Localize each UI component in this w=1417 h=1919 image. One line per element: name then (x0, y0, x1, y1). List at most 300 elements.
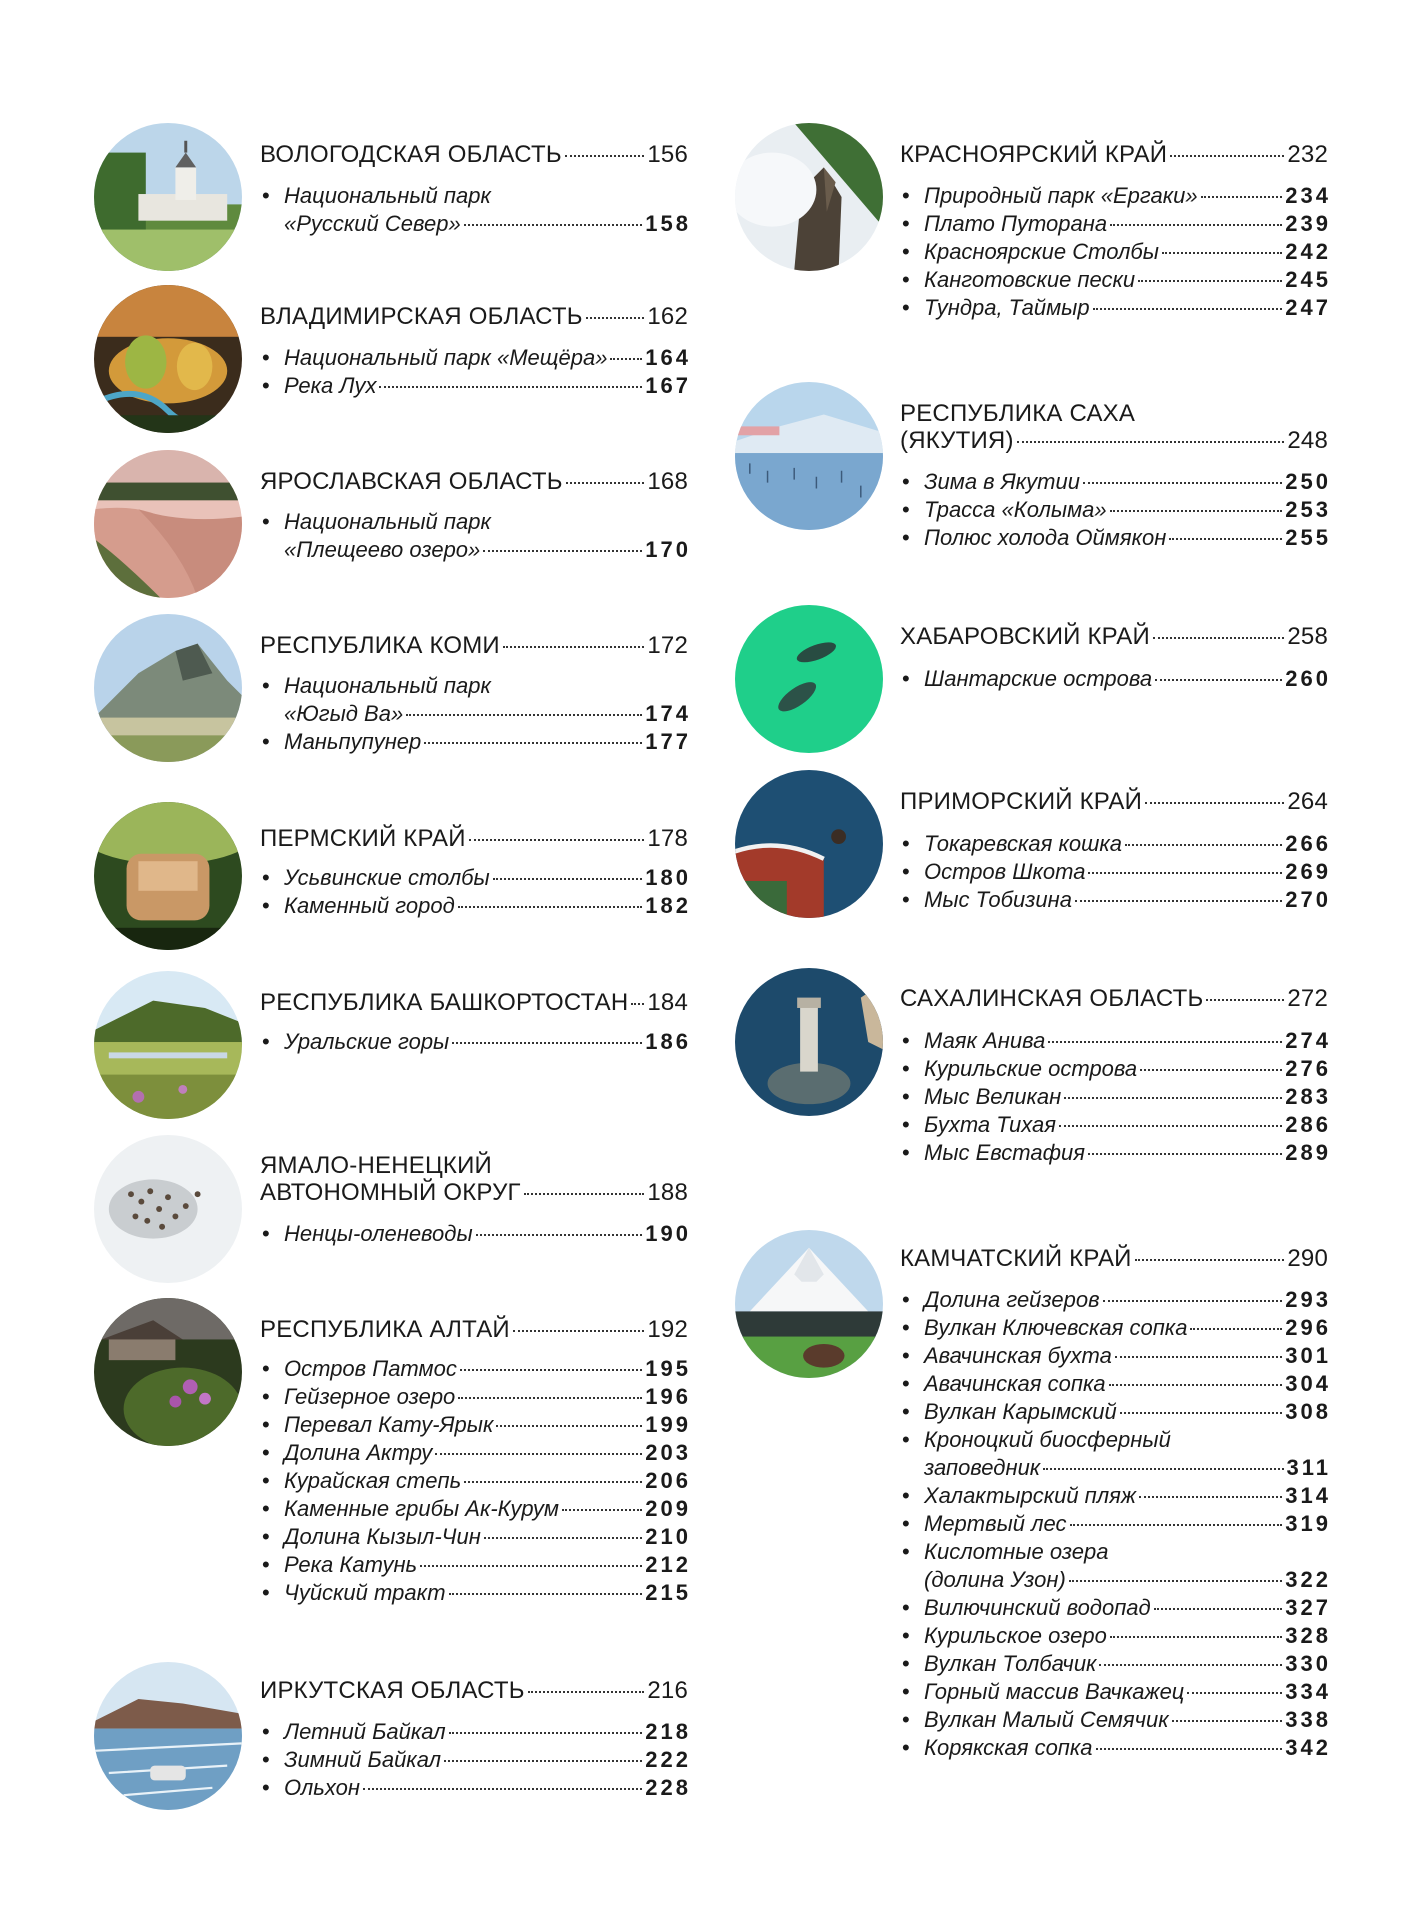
entry-page-number: 212 (645, 1552, 691, 1577)
entry-list (260, 508, 691, 564)
entry-title: Вулкан Толбачик (924, 1651, 1097, 1676)
bullet-icon: • (902, 1539, 910, 1564)
entry-page-number: 164 (645, 345, 691, 370)
entry-item[interactable] (900, 496, 1331, 524)
dot-leader (406, 714, 642, 716)
entry-item[interactable] (260, 1746, 691, 1774)
entry-title: Полюс холода Оймякон (924, 525, 1167, 550)
dot-leader (1109, 1384, 1283, 1386)
region-title-text: ЯРОСЛАВСКАЯ ОБЛАСТЬ (260, 468, 563, 495)
region-title-text: ХАБАРОВСКИЙ КРАЙ (900, 623, 1150, 650)
entry-title: (долина Узон) (924, 1567, 1066, 1592)
bullet-icon: • (262, 893, 270, 918)
dot-leader (565, 155, 645, 157)
entry-list (260, 1220, 691, 1248)
region-page-number: 172 (647, 632, 688, 659)
entry-item[interactable] (900, 1482, 1331, 1510)
dot-leader (1064, 1097, 1282, 1099)
dot-leader (1120, 1412, 1283, 1414)
region-title[interactable] (260, 468, 688, 495)
entry-item[interactable] (260, 864, 691, 892)
entry-title: Национальный парк (284, 183, 491, 208)
entry-item[interactable] (900, 1650, 1331, 1678)
dot-leader (458, 906, 643, 908)
entry-page-number: 319 (1285, 1511, 1331, 1536)
entry-item[interactable] (900, 1678, 1331, 1706)
bullet-icon: • (262, 1440, 270, 1465)
entry-list (260, 1028, 691, 1056)
bullet-icon: • (902, 1735, 910, 1760)
entry-title: Река Катунь (284, 1552, 418, 1577)
ergaki-cliff-photo (735, 123, 883, 271)
entry-item[interactable] (260, 182, 691, 238)
bullet-icon: • (902, 1651, 910, 1676)
entry-item[interactable] (260, 344, 691, 372)
bullet-icon: • (902, 1595, 910, 1620)
dot-leader (1088, 1153, 1282, 1155)
entry-title: Остров Шкота (924, 859, 1086, 884)
entry-title: Вулкан Ключевская сопка (924, 1315, 1188, 1340)
bullet-icon: • (262, 673, 270, 698)
entry-title: Долина гейзеров (924, 1287, 1100, 1312)
autumn-forest-river-photo (94, 285, 242, 433)
bullet-icon: • (902, 469, 910, 494)
dot-leader (1169, 538, 1282, 540)
reindeer-herd-photo (94, 1135, 242, 1283)
entry-item[interactable] (260, 1579, 691, 1607)
entry-page-number: 328 (1285, 1623, 1331, 1648)
bullet-icon: • (902, 525, 910, 550)
entry-page-number: 283 (1285, 1084, 1331, 1109)
bullet-icon: • (902, 1028, 910, 1053)
entry-title: Канготовские пески (924, 267, 1136, 292)
bullet-icon: • (262, 1747, 270, 1772)
region-title[interactable] (900, 1245, 1328, 1272)
mountain-plateau-photo (94, 614, 242, 762)
region-page-number: 156 (647, 141, 688, 168)
entry-item[interactable] (900, 238, 1331, 266)
entry-page-number: 269 (1285, 859, 1331, 884)
entry-title: Национальный парк (284, 509, 491, 534)
entry-item[interactable] (260, 1411, 691, 1439)
bullet-icon: • (902, 295, 910, 320)
entry-page-number: 270 (1285, 887, 1331, 912)
region-title-text: РЕСПУБЛИКА КОМИ (260, 632, 500, 659)
entry-title: Мыс Великан (924, 1084, 1062, 1109)
region-title-text: ИРКУТСКАЯ ОБЛАСТЬ (260, 1677, 525, 1704)
bullet-icon: • (902, 859, 910, 884)
region-title[interactable] (260, 825, 688, 852)
dot-leader (631, 1003, 644, 1005)
entry-item[interactable] (900, 1027, 1331, 1055)
dot-leader (458, 1397, 642, 1399)
region-title[interactable] (900, 788, 1328, 815)
entry-page-number: 301 (1285, 1343, 1331, 1368)
dot-leader (1083, 482, 1282, 484)
volcano-photo (735, 1230, 883, 1378)
entry-item[interactable] (900, 1139, 1331, 1167)
entry-title: Авачинская сопка (924, 1371, 1106, 1396)
entry-item[interactable] (260, 1439, 691, 1467)
bullet-icon: • (902, 666, 910, 691)
entry-item[interactable] (260, 508, 691, 564)
dot-leader (1115, 1356, 1282, 1358)
entry-item[interactable] (900, 1370, 1331, 1398)
region-title[interactable] (260, 632, 688, 659)
entry-title: Тундра, Таймыр (924, 295, 1090, 320)
entry-item[interactable] (260, 1467, 691, 1495)
dot-leader (1145, 802, 1284, 804)
dot-leader (1043, 1468, 1283, 1470)
entry-title: Авачинская бухта (924, 1343, 1112, 1368)
dot-leader (610, 358, 642, 360)
bullet-icon: • (902, 1483, 910, 1508)
region-title[interactable] (260, 1677, 688, 1704)
dot-leader (1110, 1636, 1282, 1638)
meadow-hills-photo (94, 971, 242, 1119)
entry-list (260, 672, 691, 756)
entry-title: Перевал Кату-Ярык (284, 1412, 494, 1437)
entry-title: Летний Байкал (284, 1719, 446, 1744)
entry-title: Красноярские Столбы (924, 239, 1159, 264)
dot-leader (464, 224, 643, 226)
rock-pillar-photo (94, 802, 242, 950)
entry-page-number: 314 (1285, 1483, 1331, 1508)
entry-title: заповедник (924, 1455, 1041, 1480)
entry-item[interactable] (900, 524, 1331, 552)
dot-leader (1099, 1664, 1282, 1666)
entry-item[interactable] (900, 1314, 1331, 1342)
region-page-number: 290 (1287, 1245, 1328, 1272)
entry-item[interactable] (900, 1594, 1331, 1622)
region-page-number: 184 (647, 989, 688, 1016)
entry-page-number: 222 (645, 1747, 691, 1772)
entry-title: Вилючинский водопад (924, 1595, 1151, 1620)
entry-list (900, 182, 1331, 322)
bullet-icon: • (262, 183, 270, 208)
region-title-text: РЕСПУБЛИКА АЛТАЙ (260, 1316, 510, 1343)
entry-page-number: 322 (1285, 1567, 1331, 1592)
entry-page-number: 199 (645, 1412, 691, 1437)
entry-item[interactable] (900, 1734, 1331, 1762)
entry-title: Ольхон (284, 1775, 360, 1800)
dot-leader (1048, 1041, 1282, 1043)
region-page-number: 258 (1287, 623, 1328, 650)
bullet-icon: • (262, 1775, 270, 1800)
bullet-icon: • (902, 1315, 910, 1340)
bullet-icon: • (902, 1056, 910, 1081)
bullet-icon: • (262, 1580, 270, 1605)
entry-page-number: 304 (1285, 1371, 1331, 1396)
region-title-text: ВОЛОГОДСКАЯ ОБЛАСТЬ (260, 141, 562, 168)
entry-list (900, 665, 1331, 693)
bullet-icon: • (262, 1468, 270, 1493)
entry-title: Национальный парк «Мещёра» (284, 345, 608, 370)
entry-title: Зима в Якутии (924, 469, 1080, 494)
bullet-icon: • (902, 887, 910, 912)
dot-leader (1187, 1692, 1282, 1694)
region-page-number: 216 (647, 1677, 688, 1704)
dot-leader (420, 1565, 642, 1567)
dot-leader (1154, 1608, 1283, 1610)
dot-leader (1096, 1748, 1283, 1750)
entry-item[interactable] (260, 1774, 691, 1802)
region-page-number: 168 (647, 468, 688, 495)
entry-title: Природный парк «Ергаки» (924, 183, 1198, 208)
bullet-icon: • (902, 831, 910, 856)
entry-item[interactable] (260, 1028, 691, 1056)
entry-item[interactable] (260, 728, 691, 756)
entry-item[interactable] (260, 892, 691, 920)
region-title[interactable] (260, 303, 688, 330)
entry-item[interactable] (260, 1355, 691, 1383)
entry-title: Шантарские острова (924, 666, 1153, 691)
entry-title: Кроноцкий биосферный (924, 1427, 1171, 1452)
dot-leader (524, 1193, 645, 1195)
dot-leader (435, 1453, 642, 1455)
entry-item[interactable] (900, 1398, 1331, 1426)
dot-leader (444, 1760, 642, 1762)
entry-page-number: 195 (645, 1356, 691, 1381)
dot-leader (503, 646, 644, 648)
bullet-icon: • (262, 1221, 270, 1246)
entry-page-number: 308 (1285, 1399, 1331, 1424)
entry-item[interactable] (900, 1055, 1331, 1083)
bullet-icon: • (902, 1511, 910, 1536)
entry-item[interactable] (900, 210, 1331, 238)
bullet-icon: • (262, 373, 270, 398)
entry-item[interactable] (260, 1718, 691, 1746)
entry-title: Река Лух (284, 373, 377, 398)
entry-title: Мертвый лес (924, 1511, 1067, 1536)
entry-item[interactable] (900, 468, 1331, 496)
dot-leader (1170, 155, 1284, 157)
dot-leader (1088, 872, 1282, 874)
entry-list (900, 830, 1331, 914)
region-page-number: 188 (647, 1179, 688, 1206)
entry-title: «Югыд Ва» (284, 701, 404, 726)
dot-leader (1206, 999, 1284, 1001)
entry-item[interactable] (900, 1706, 1331, 1734)
entry-title: Халактырский пляж (924, 1483, 1137, 1508)
entry-item[interactable] (900, 1538, 1331, 1594)
bullet-icon: • (902, 183, 910, 208)
entry-item[interactable] (900, 665, 1331, 693)
entry-item[interactable] (260, 672, 691, 728)
entry-title: Маньпупунер (284, 729, 422, 754)
entry-title: Остров Патмос (284, 1356, 457, 1381)
entry-page-number: 334 (1285, 1679, 1331, 1704)
entry-page-number: 274 (1285, 1028, 1331, 1053)
entry-page-number: 342 (1285, 1735, 1331, 1760)
sea-spit-photo (735, 770, 883, 918)
region-title[interactable] (900, 623, 1328, 650)
dot-leader (562, 1509, 642, 1511)
dot-leader (586, 317, 645, 319)
bullet-icon: • (262, 345, 270, 370)
dot-leader (1201, 196, 1283, 198)
bullet-icon: • (262, 1496, 270, 1521)
entry-page-number: 286 (1285, 1112, 1331, 1137)
entry-page-number: 338 (1285, 1707, 1331, 1732)
entry-title: Курайская степь (284, 1468, 462, 1493)
dot-leader (1135, 1259, 1285, 1261)
entry-item[interactable] (260, 1495, 691, 1523)
region-title-text: ЯМАЛО-НЕНЕЦКИЙ (260, 1152, 492, 1179)
entry-page-number: 203 (645, 1440, 691, 1465)
region-title[interactable] (900, 985, 1328, 1012)
entry-item[interactable] (900, 294, 1331, 322)
region-title[interactable] (260, 1152, 688, 1206)
entry-title: Каменный город (284, 893, 455, 918)
dot-leader (449, 1593, 643, 1595)
bullet-icon: • (262, 1524, 270, 1549)
bullet-icon: • (902, 239, 910, 264)
entry-page-number: 253 (1285, 497, 1331, 522)
lighthouse-photo (735, 968, 883, 1116)
bullet-icon: • (262, 1356, 270, 1381)
dot-leader (469, 839, 645, 841)
entry-list (260, 1355, 691, 1607)
bullet-icon: • (902, 1399, 910, 1424)
region-title-text: РЕСПУБЛИКА САХА (900, 400, 1136, 427)
entry-page-number: 250 (1285, 469, 1331, 494)
entry-item[interactable] (900, 266, 1331, 294)
region-title-text: ВЛАДИМИРСКАЯ ОБЛАСТЬ (260, 303, 583, 330)
dot-leader (528, 1691, 645, 1693)
dot-leader (1155, 679, 1282, 681)
region-title-text: КРАСНОЯРСКИЙ КРАЙ (900, 141, 1168, 168)
bullet-icon: • (262, 1412, 270, 1437)
entry-page-number: 289 (1285, 1140, 1331, 1165)
entry-page-number: 247 (1285, 295, 1331, 320)
entry-page-number: 242 (1285, 239, 1331, 264)
entry-item[interactable] (260, 1523, 691, 1551)
region-title-text: ПЕРМСКИЙ КРАЙ (260, 825, 466, 852)
entry-title: Чуйский тракт (284, 1580, 446, 1605)
dot-leader (484, 1537, 642, 1539)
entry-item[interactable] (900, 1111, 1331, 1139)
dot-leader (1059, 1125, 1282, 1127)
dot-leader (1138, 280, 1282, 282)
altai-flowers-photo (94, 1298, 242, 1446)
bullet-icon: • (902, 1287, 910, 1312)
entry-list (900, 1286, 1331, 1762)
entry-item[interactable] (900, 1426, 1331, 1482)
bullet-icon: • (262, 1384, 270, 1409)
entry-title: Ненцы-оленеводы (284, 1221, 473, 1246)
entry-page-number: 266 (1285, 831, 1331, 856)
region-page-number: 232 (1287, 141, 1328, 168)
region-title[interactable] (260, 989, 688, 1016)
entry-item[interactable] (260, 1383, 691, 1411)
bullet-icon: • (902, 1707, 910, 1732)
entry-page-number: 245 (1285, 267, 1331, 292)
entry-page-number: 276 (1285, 1056, 1331, 1081)
dot-leader (379, 386, 642, 388)
dot-leader (566, 482, 645, 484)
entry-title: Горный массив Вачкажец (924, 1679, 1185, 1704)
entry-item[interactable] (900, 858, 1331, 886)
entry-title: Курильское озеро (924, 1623, 1107, 1648)
region-title-text: АВТОНОМНЫЙ ОКРУГ (260, 1179, 521, 1206)
dot-leader (464, 1481, 642, 1483)
entry-title: Долина Актру (284, 1440, 433, 1465)
bullet-icon: • (902, 1112, 910, 1137)
bullet-icon: • (902, 1427, 910, 1452)
entry-item[interactable] (260, 372, 691, 400)
whales-photo (735, 605, 883, 753)
bullet-icon: • (262, 509, 270, 534)
entry-item[interactable] (260, 1220, 691, 1248)
entry-title: «Русский Север» (284, 211, 461, 236)
entry-list (260, 344, 691, 400)
region-title-text: САХАЛИНСКАЯ ОБЛАСТЬ (900, 985, 1204, 1012)
entry-title: Зимний Байкал (284, 1747, 442, 1772)
region-title[interactable] (260, 1316, 688, 1343)
region-title[interactable] (900, 141, 1328, 168)
dot-leader (1125, 844, 1282, 846)
entry-page-number: 255 (1285, 525, 1331, 550)
entry-item[interactable] (900, 182, 1331, 210)
dot-leader (1069, 1580, 1282, 1582)
entry-title: Мыс Тобизина (924, 887, 1072, 912)
entry-title: Кислотные озера (924, 1539, 1109, 1564)
bullet-icon: • (262, 729, 270, 754)
bullet-icon: • (902, 1343, 910, 1368)
region-title[interactable] (900, 400, 1328, 454)
dot-leader (460, 1369, 642, 1371)
bullet-icon: • (902, 1623, 910, 1648)
entry-item[interactable] (900, 1342, 1331, 1370)
region-title-text: КАМЧАТСКИЙ КРАЙ (900, 1245, 1132, 1272)
dot-leader (1075, 900, 1282, 902)
entry-page-number: 293 (1285, 1287, 1331, 1312)
entry-item[interactable] (900, 830, 1331, 858)
dot-leader (1162, 252, 1282, 254)
entry-item[interactable] (260, 1551, 691, 1579)
entry-page-number: 218 (645, 1719, 691, 1744)
region-page-number: 248 (1287, 427, 1328, 454)
dot-leader (1110, 510, 1283, 512)
entry-item[interactable] (900, 1286, 1331, 1314)
entry-title: Корякская сопка (924, 1735, 1093, 1760)
entry-item[interactable] (900, 886, 1331, 914)
entry-title: «Плещеево озеро» (284, 537, 481, 562)
entry-page-number: 234 (1285, 183, 1331, 208)
entry-page-number: 296 (1285, 1315, 1331, 1340)
region-title-text: ПРИМОРСКИЙ КРАЙ (900, 788, 1143, 815)
entry-list (900, 468, 1331, 552)
entry-page-number: 215 (645, 1580, 691, 1605)
entry-item[interactable] (900, 1083, 1331, 1111)
region-title[interactable] (260, 141, 688, 168)
entry-page-number: 228 (645, 1775, 691, 1800)
entry-item[interactable] (900, 1510, 1331, 1538)
entry-title: Курильские острова (924, 1056, 1138, 1081)
dot-leader (424, 742, 642, 744)
lake-sunset-photo (94, 450, 242, 598)
region-page-number: 162 (647, 303, 688, 330)
dot-leader (1140, 1069, 1282, 1071)
entry-title: Усьвинские столбы (284, 865, 490, 890)
snow-taiga-photo (735, 382, 883, 530)
entry-item[interactable] (900, 1622, 1331, 1650)
dot-leader (449, 1732, 643, 1734)
bullet-icon: • (262, 1719, 270, 1744)
entry-page-number: 330 (1285, 1651, 1331, 1676)
dot-leader (1070, 1524, 1283, 1526)
